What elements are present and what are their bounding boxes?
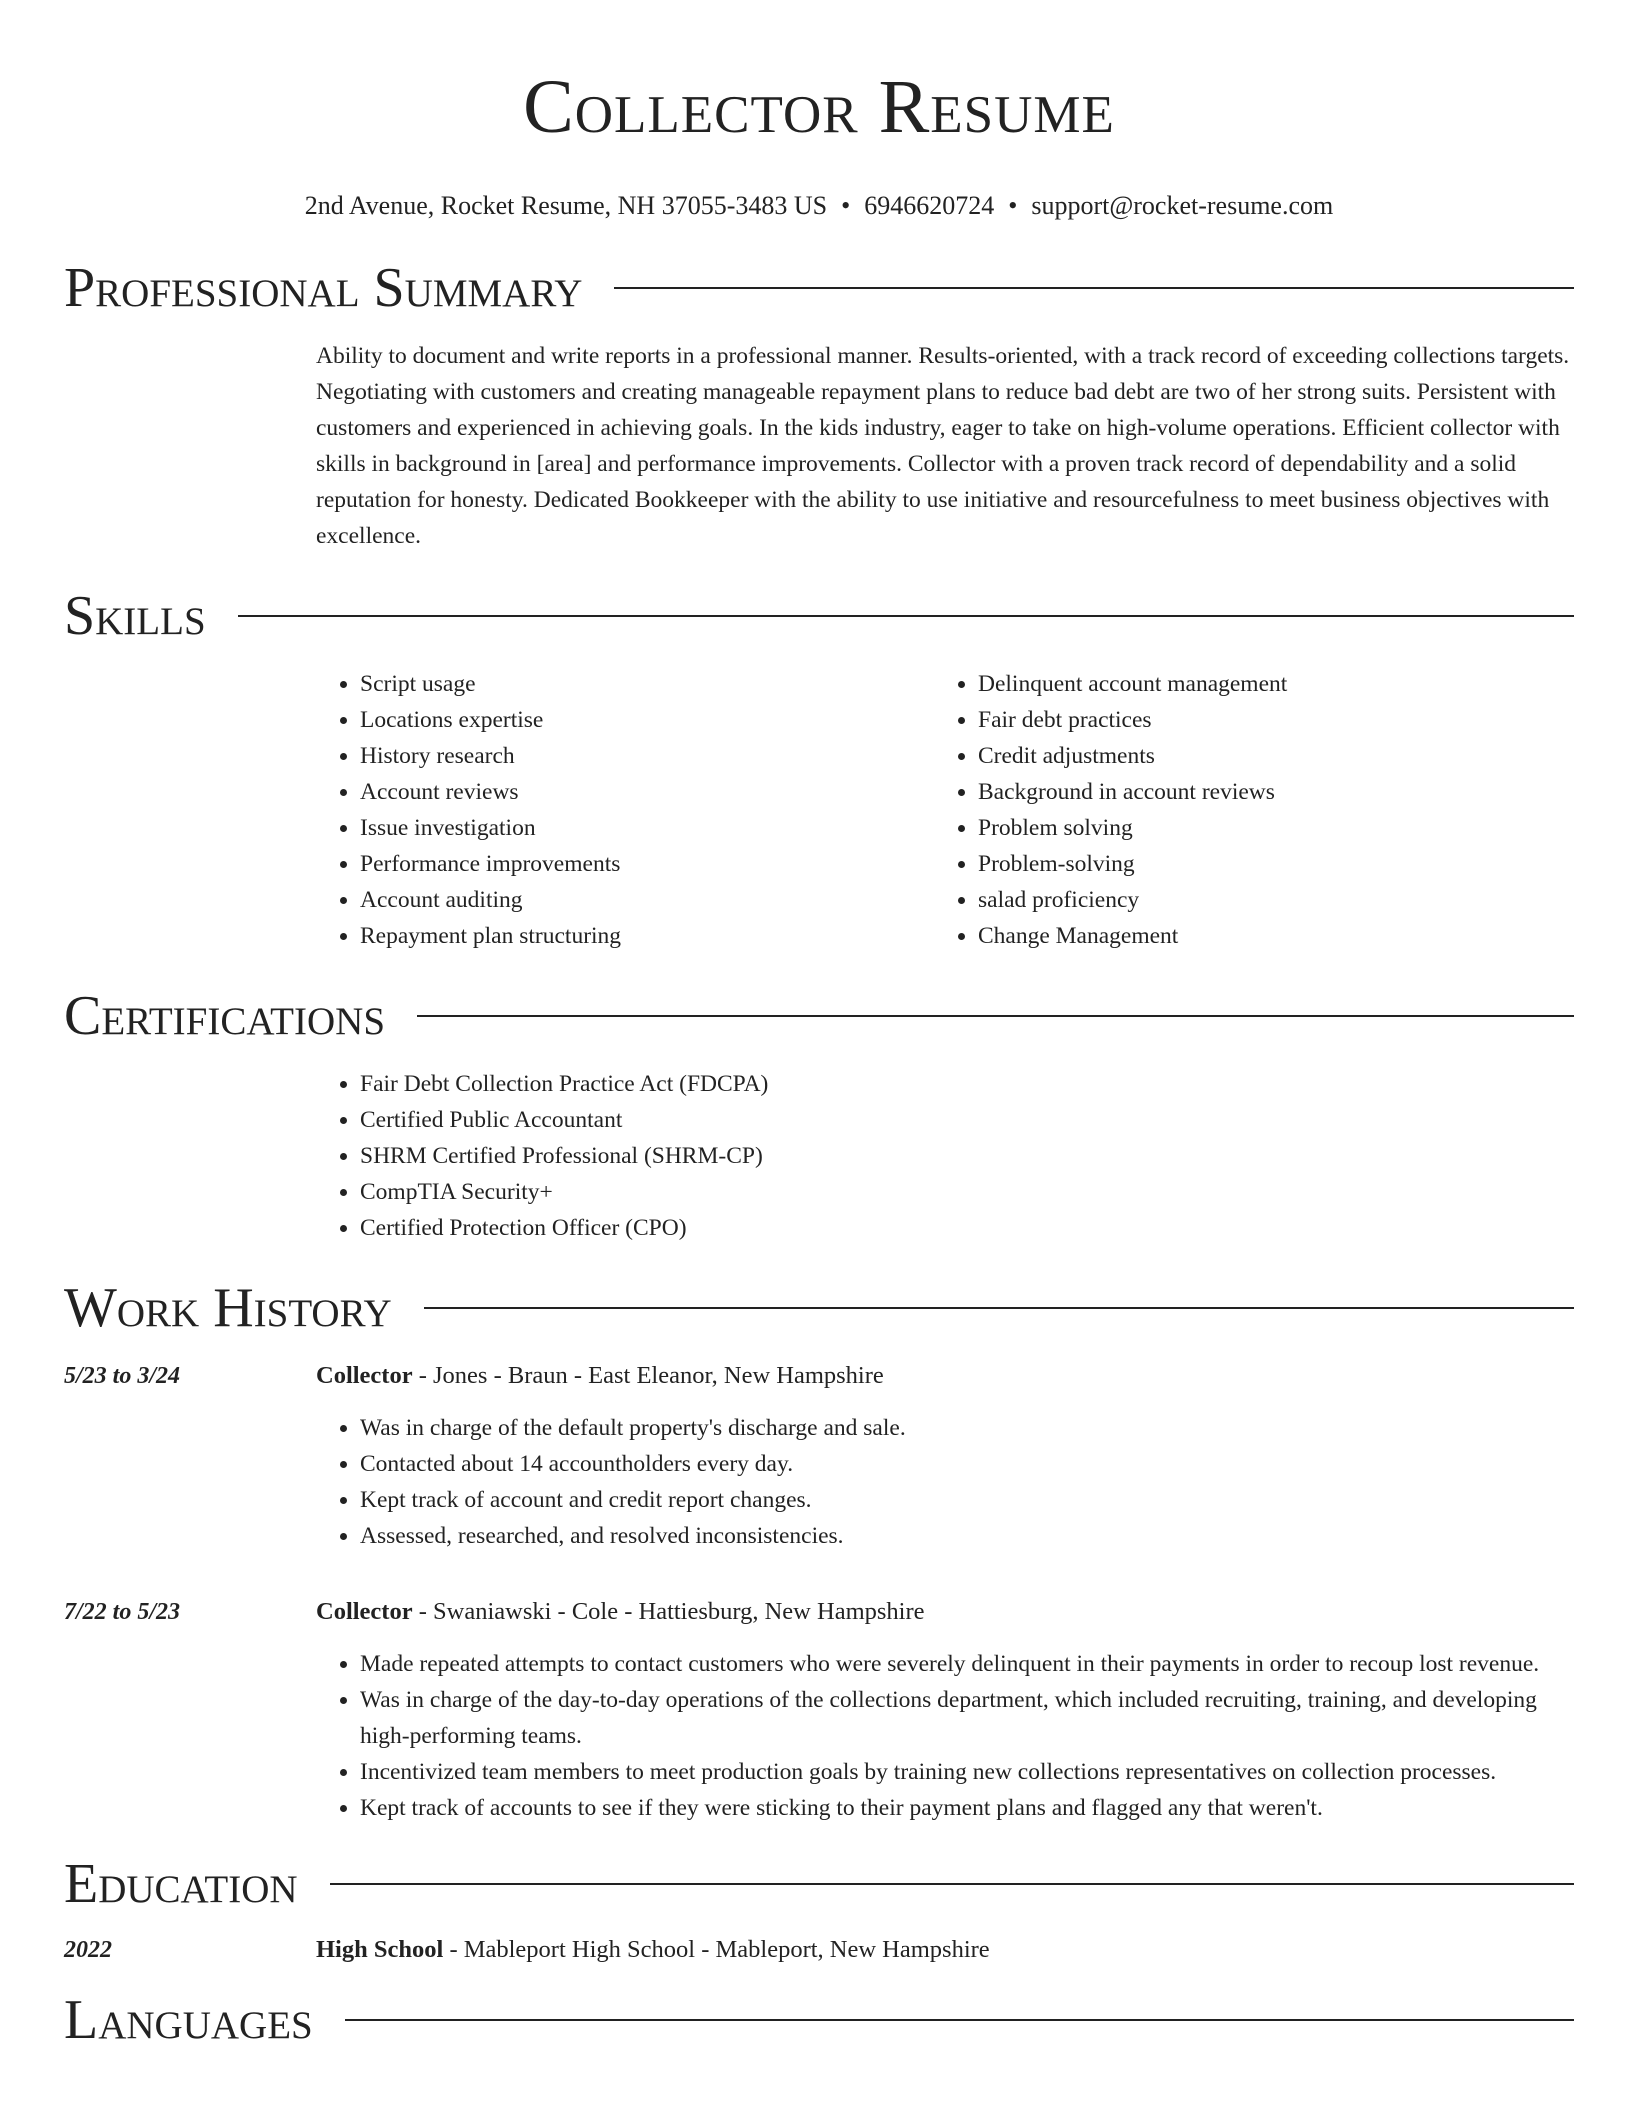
section-header-languages — [64, 1988, 1574, 2052]
section-divider — [614, 287, 1574, 289]
skill-item: • Repayment plan structuring — [360, 918, 934, 954]
section-header-education — [64, 1852, 1574, 1916]
skill-item: • Account reviews — [360, 774, 934, 810]
section-title: Work History — [64, 1277, 392, 1339]
certification-item: • CompTIA Security+ — [360, 1174, 1574, 1210]
job-detail — [316, 1594, 1574, 1826]
job-company: - Swaniawski - Cole - Hattiesburg, New Hampshire — [412, 1598, 925, 1625]
contact-separator: • — [841, 191, 851, 220]
education-detail — [316, 1932, 1574, 1968]
certifications-list — [316, 1066, 1574, 1246]
job-bullet: • Kept track of account and credit report changes. — [360, 1482, 1574, 1518]
education-entry — [64, 1932, 1574, 1968]
certification-item: • Fair Debt Collection Practice Act (FDCPA) — [360, 1066, 1574, 1102]
skills-list — [316, 666, 1574, 954]
skill-item: • Problem-solving — [978, 846, 1552, 882]
job-detail — [316, 1358, 1574, 1554]
contact-separator: • — [1008, 191, 1018, 220]
section-title: Certifications — [64, 985, 386, 1047]
education-school: - Mableport High School - Mableport, New Hampshire — [443, 1936, 990, 1963]
skill-item: • Account auditing — [360, 882, 934, 918]
contact-address: 2nd Avenue, Rocket Resume, NH 37055-3483 US — [304, 191, 828, 220]
job-bullet: • Made repeated attempts to contact customers who were severely delinquent in their payments in order to recoup lost revenue. — [360, 1646, 1574, 1682]
contact-phone: 6946620724 — [864, 191, 995, 220]
contact-line — [64, 190, 1574, 222]
job-bullet: • Incentivized team members to meet production goals by training new collections representatives on collection processes. — [360, 1754, 1574, 1790]
job-heading — [316, 1358, 1574, 1394]
skill-item: • salad proficiency — [978, 882, 1552, 918]
certification-item: • Certified Public Accountant — [360, 1102, 1574, 1138]
skill-item: • Script usage — [360, 666, 934, 702]
section-divider — [330, 1883, 1574, 1885]
skill-item: • Problem solving — [978, 810, 1552, 846]
job-company: - Jones - Braun - East Eleanor, New Hampshire — [412, 1362, 884, 1389]
section-header-work-history — [64, 1276, 1574, 1340]
resume-title: Collector Resume — [523, 65, 1115, 149]
skill-item: • Credit adjustments — [978, 738, 1552, 774]
job-date: 5/23 to 3/24 — [64, 1363, 181, 1389]
job-bullet: • Was in charge of the default property's discharge and sale. — [360, 1410, 1574, 1446]
education-degree: High School — [316, 1936, 444, 1963]
skills-column-left — [316, 666, 934, 954]
education-date: 2022 — [64, 1937, 112, 1963]
skill-item: • Performance improvements — [360, 846, 934, 882]
summary-text: Ability to document and write reports in a professional manner. Results-oriented, with a track record of exceeding collections targets. Negotiating with customers and creating manageable repayment plans to reduce bad debt are two of her strong suits. Persistent with customers and experienced in achieving goals. In the kids industry, eager to take on high-volume operations. Efficient collector with skills in background in [area] and performance improvements. Collector with a proven track record of dependability and a solid reputation for honesty. Dedicated Bookkeeper with the ability to use initiative and resourcefulness to meet business objectives with excellence. — [316, 343, 1570, 549]
section-header-skills — [64, 584, 1574, 648]
section-header-certifications — [64, 984, 1574, 1048]
job-bullet: • Assessed, researched, and resolved inconsistencies. — [360, 1518, 1574, 1554]
job-heading — [316, 1594, 1574, 1630]
job-date: 7/22 to 5/23 — [64, 1599, 181, 1625]
section-divider — [238, 615, 1574, 617]
skill-item: • Delinquent account management — [978, 666, 1552, 702]
resume-page — [64, 0, 1574, 2052]
job-role: Collector — [316, 1362, 413, 1389]
certification-item: • SHRM Certified Professional (SHRM-CP) — [360, 1138, 1574, 1174]
certification-item: • Certified Protection Officer (CPO) — [360, 1210, 1574, 1246]
section-title: Professional Summary — [64, 257, 583, 319]
section-divider — [424, 1307, 1574, 1309]
section-title: Education — [64, 1853, 298, 1915]
job-bullet: • Kept track of accounts to see if they were sticking to their payment plans and flagged any that weren't. — [360, 1790, 1574, 1826]
skill-item: • Fair debt practices — [978, 702, 1552, 738]
section-divider — [417, 1015, 1574, 1017]
job-bullet: • Contacted about 14 accountholders every day. — [360, 1446, 1574, 1482]
skill-item: • Change Management — [978, 918, 1552, 954]
contact-email: support@rocket-resume.com — [1031, 191, 1334, 220]
section-title: Skills — [64, 585, 206, 647]
job-entry — [64, 1594, 1574, 1826]
section-divider — [345, 2019, 1574, 2021]
education-heading — [316, 1932, 1574, 1968]
skill-item: • Locations expertise — [360, 702, 934, 738]
job-role: Collector — [316, 1598, 413, 1625]
skill-item: • History research — [360, 738, 934, 774]
section-title: Languages — [64, 1989, 313, 2051]
job-bullet: • Was in charge of the day-to-day operations of the collections department, which included recruiting, training, and developing high-performing teams. — [360, 1682, 1574, 1754]
job-entry — [64, 1358, 1574, 1554]
skill-item: • Background in account reviews — [978, 774, 1552, 810]
skills-column-right — [934, 666, 1552, 954]
section-header-summary — [64, 256, 1574, 320]
skill-item: • Issue investigation — [360, 810, 934, 846]
